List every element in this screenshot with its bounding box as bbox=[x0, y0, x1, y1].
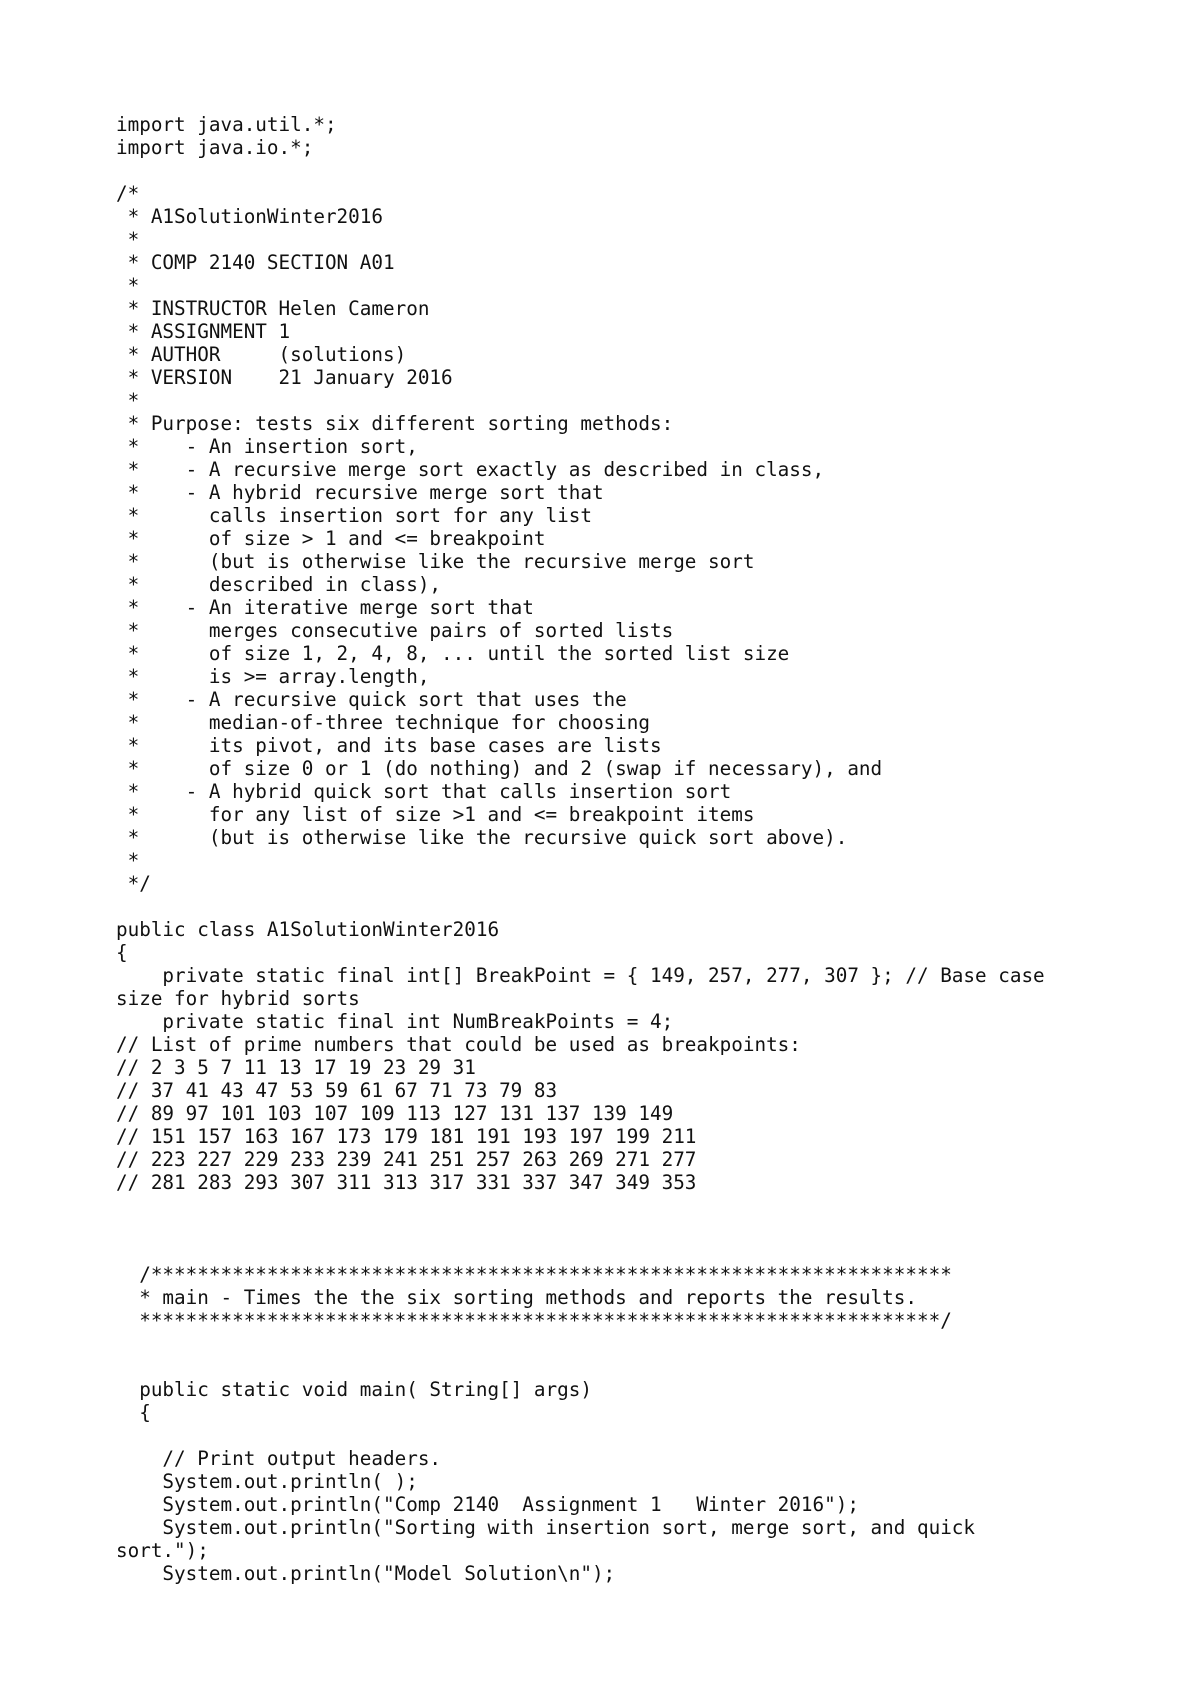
code-line: import java.io.*; bbox=[116, 136, 314, 159]
code-line: // 151 157 163 167 173 179 181 191 193 197 199 211 bbox=[116, 1125, 697, 1148]
code-line: System.out.println("Model Solution\n"); bbox=[116, 1562, 616, 1585]
code-line: // Print output headers. bbox=[116, 1447, 442, 1470]
code-line: private static final int[] BreakPoint = { 149, 257, 277, 307 }; // Base case bbox=[116, 964, 1045, 987]
code-line: * bbox=[116, 274, 140, 297]
blank-line bbox=[116, 1217, 1045, 1240]
code-line: // 89 97 101 103 107 109 113 127 131 137 139 149 bbox=[116, 1102, 674, 1125]
code-line: * its pivot, and its base cases are lists bbox=[116, 734, 662, 757]
code-line: * median-of-three technique for choosing bbox=[116, 711, 650, 734]
blank-line bbox=[116, 1240, 1045, 1263]
code-line: * main - Times the the six sorting methods and reports the results. bbox=[116, 1286, 917, 1309]
code-line: * INSTRUCTOR Helen Cameron bbox=[116, 297, 430, 320]
code-line: * - An iterative merge sort that bbox=[116, 596, 534, 619]
code-line: { bbox=[116, 1401, 151, 1424]
code-line: * A1SolutionWinter2016 bbox=[116, 205, 383, 228]
code-line: /* bbox=[116, 182, 140, 205]
code-line: * - An insertion sort, bbox=[116, 435, 418, 458]
blank-line bbox=[116, 1424, 1045, 1447]
blank-line bbox=[116, 1332, 1045, 1355]
code-line: * - A recursive quick sort that uses the bbox=[116, 688, 627, 711]
code-line: * bbox=[116, 228, 140, 251]
code-line: * - A hybrid recursive merge sort that bbox=[116, 481, 604, 504]
blank-line bbox=[116, 1194, 1045, 1217]
blank-line bbox=[116, 895, 1045, 918]
code-line: // List of prime numbers that could be used as breakpoints: bbox=[116, 1033, 801, 1056]
code-line: * for any list of size >1 and <= breakpoint items bbox=[116, 803, 755, 826]
code-line: private static final int NumBreakPoints = 4; bbox=[116, 1010, 674, 1033]
code-line: import java.util.*; bbox=[116, 113, 337, 136]
code-line: * described in class), bbox=[116, 573, 442, 596]
code-line: size for hybrid sorts bbox=[116, 987, 360, 1010]
code-line: System.out.println( ); bbox=[116, 1470, 418, 1493]
blank-line bbox=[116, 159, 1045, 182]
code-line: * Purpose: tests six different sorting methods: bbox=[116, 412, 674, 435]
code-line: System.out.println("Comp 2140 Assignment 1 Winter 2016"); bbox=[116, 1493, 859, 1516]
code-line: *********************************************************************/ bbox=[116, 1309, 952, 1332]
code-line: * of size > 1 and <= breakpoint bbox=[116, 527, 546, 550]
code-line: { bbox=[116, 941, 128, 964]
code-line: /********************************************************************* bbox=[116, 1263, 952, 1286]
code-line: sort."); bbox=[116, 1539, 209, 1562]
code-line: // 2 3 5 7 11 13 17 19 23 29 31 bbox=[116, 1056, 476, 1079]
code-line: * calls insertion sort for any list bbox=[116, 504, 592, 527]
code-line: * (but is otherwise like the recursive merge sort bbox=[116, 550, 755, 573]
code-line: * (but is otherwise like the recursive quick sort above). bbox=[116, 826, 848, 849]
code-line: public class A1SolutionWinter2016 bbox=[116, 918, 500, 941]
code-line: // 281 283 293 307 311 313 317 331 337 347 349 353 bbox=[116, 1171, 697, 1194]
code-line: */ bbox=[116, 872, 151, 895]
code-line: System.out.println("Sorting with insertion sort, merge sort, and quick bbox=[116, 1516, 976, 1539]
code-line: * COMP 2140 SECTION A01 bbox=[116, 251, 395, 274]
code-line: * AUTHOR (solutions) bbox=[116, 343, 407, 366]
source-code-listing bbox=[116, 113, 1045, 1585]
code-line: * bbox=[116, 849, 140, 872]
code-line: * VERSION 21 January 2016 bbox=[116, 366, 453, 389]
code-line: * - A recursive merge sort exactly as described in class, bbox=[116, 458, 825, 481]
code-line: // 223 227 229 233 239 241 251 257 263 269 271 277 bbox=[116, 1148, 697, 1171]
code-line: * bbox=[116, 389, 140, 412]
code-line: public static void main( String[] args) bbox=[116, 1378, 592, 1401]
code-line: * of size 0 or 1 (do nothing) and 2 (swap if necessary), and bbox=[116, 757, 883, 780]
code-line: * of size 1, 2, 4, 8, ... until the sorted list size bbox=[116, 642, 790, 665]
code-line: // 37 41 43 47 53 59 61 67 71 73 79 83 bbox=[116, 1079, 558, 1102]
code-line: * is >= array.length, bbox=[116, 665, 430, 688]
blank-line bbox=[116, 1355, 1045, 1378]
code-line: * - A hybrid quick sort that calls insertion sort bbox=[116, 780, 732, 803]
code-line: * ASSIGNMENT 1 bbox=[116, 320, 291, 343]
code-line: * merges consecutive pairs of sorted lists bbox=[116, 619, 674, 642]
